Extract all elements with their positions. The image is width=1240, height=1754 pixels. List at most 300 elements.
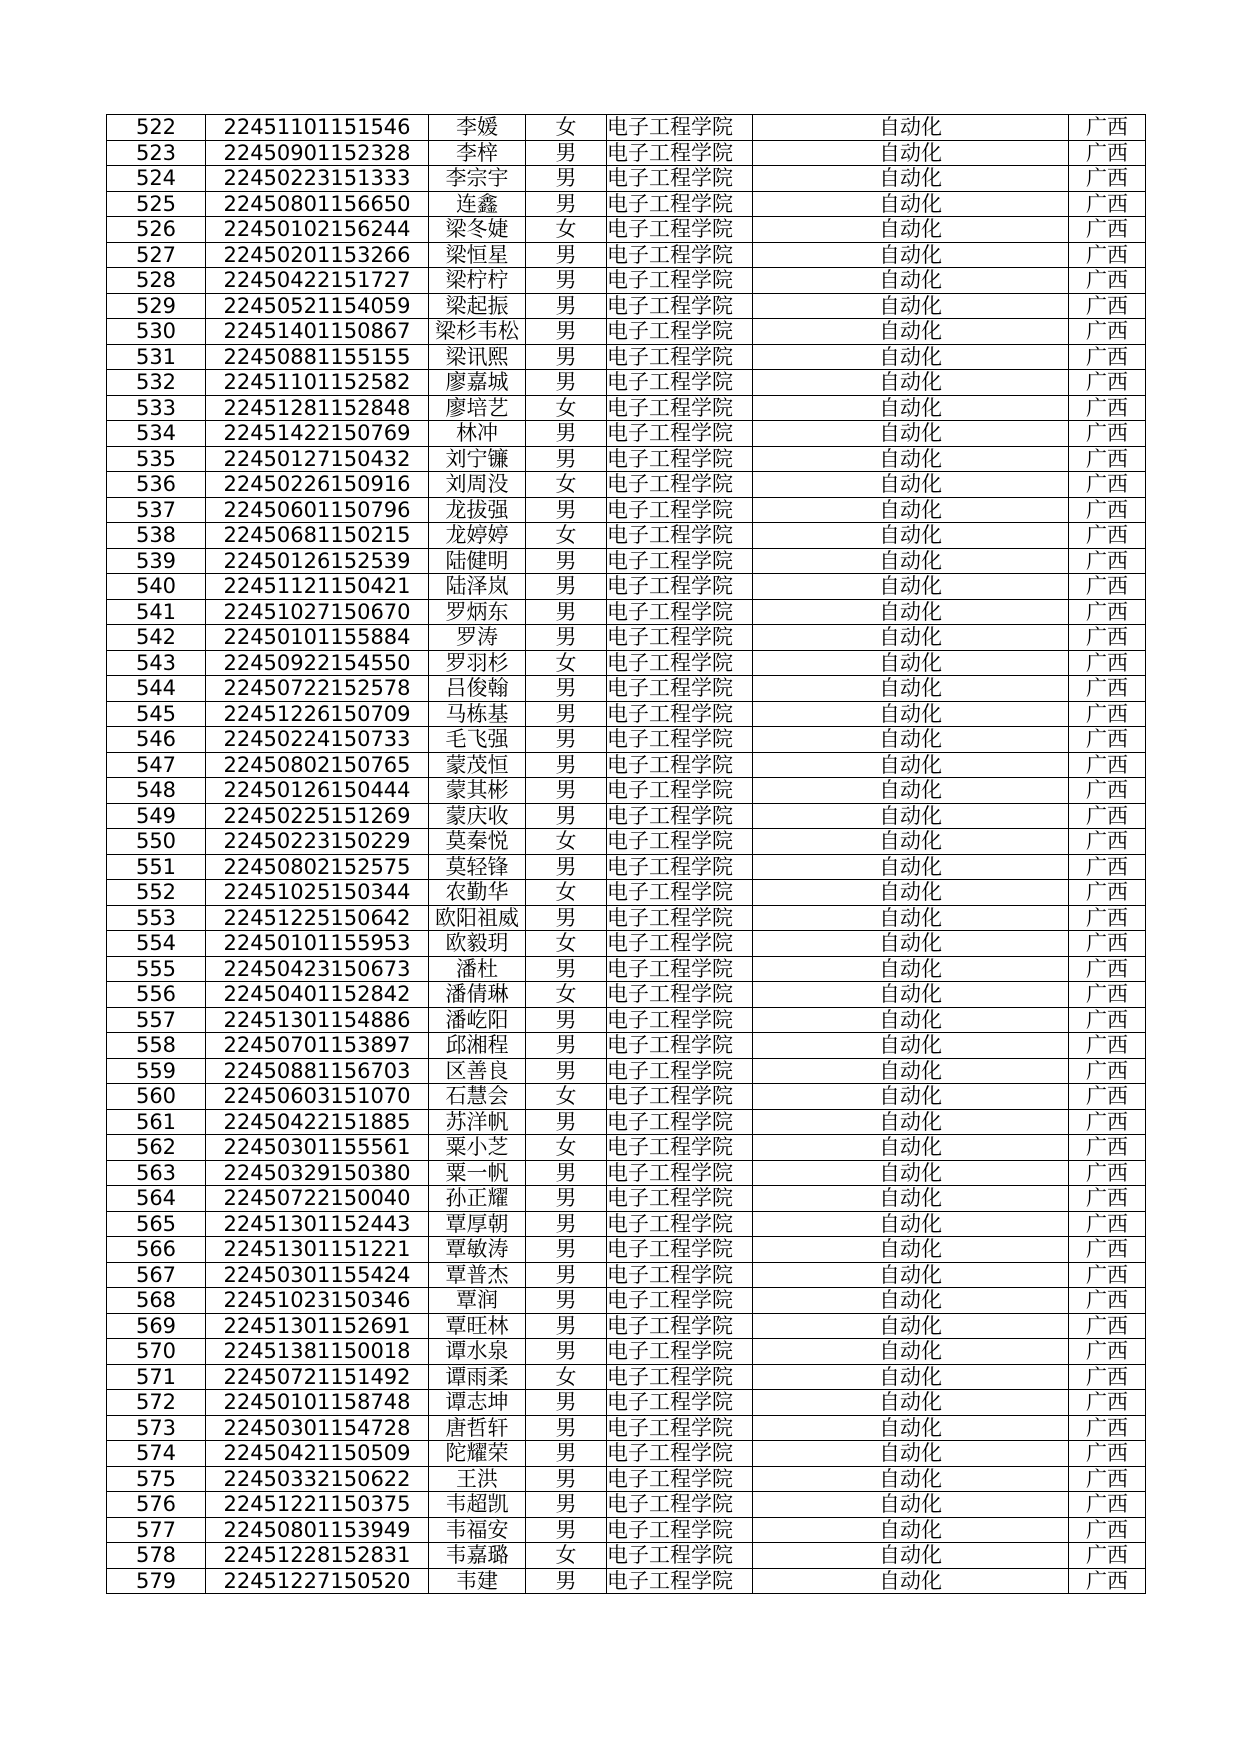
college-cell: 电子工程学院 <box>607 370 753 396</box>
row-number-cell: 547 <box>107 752 206 778</box>
province-cell: 广西 <box>1069 548 1146 574</box>
major-cell: 自动化 <box>753 344 1069 370</box>
college-cell: 电子工程学院 <box>607 1007 753 1033</box>
major-cell: 自动化 <box>753 1543 1069 1569</box>
major-cell: 自动化 <box>753 1517 1069 1543</box>
major-cell: 自动化 <box>753 727 1069 753</box>
row-number-cell: 570 <box>107 1339 206 1365</box>
gender-cell: 女 <box>526 650 607 676</box>
student-id-cell: 22450922154550 <box>206 650 429 676</box>
student-name-cell: 龙婷婷 <box>429 523 526 549</box>
major-cell: 自动化 <box>753 166 1069 192</box>
student-name-cell: 廖培艺 <box>429 395 526 421</box>
gender-cell: 男 <box>526 446 607 472</box>
student-name-cell: 李媛 <box>429 115 526 141</box>
student-name-cell: 韦超凯 <box>429 1492 526 1518</box>
row-number-cell: 559 <box>107 1058 206 1084</box>
college-cell: 电子工程学院 <box>607 727 753 753</box>
college-cell: 电子工程学院 <box>607 548 753 574</box>
student-id-cell: 22451025150344 <box>206 880 429 906</box>
table-row <box>107 625 1146 651</box>
student-id-cell: 22450301155424 <box>206 1262 429 1288</box>
student-name-cell: 莫轻锋 <box>429 854 526 880</box>
table-row <box>107 778 1146 804</box>
student-id-cell: 22450881156703 <box>206 1058 429 1084</box>
province-cell: 广西 <box>1069 829 1146 855</box>
province-cell: 广西 <box>1069 1109 1146 1135</box>
province-cell: 广西 <box>1069 472 1146 498</box>
college-cell: 电子工程学院 <box>607 1517 753 1543</box>
gender-cell: 女 <box>526 982 607 1008</box>
student-id-cell: 22451101152582 <box>206 370 429 396</box>
college-cell: 电子工程学院 <box>607 166 753 192</box>
province-cell: 广西 <box>1069 1517 1146 1543</box>
gender-cell: 男 <box>526 421 607 447</box>
table-row <box>107 1313 1146 1339</box>
province-cell: 广西 <box>1069 268 1146 294</box>
province-cell: 广西 <box>1069 1237 1146 1263</box>
major-cell: 自动化 <box>753 931 1069 957</box>
student-id-cell: 22451227150520 <box>206 1568 429 1594</box>
student-name-cell: 粟一帆 <box>429 1160 526 1186</box>
province-cell: 广西 <box>1069 1186 1146 1212</box>
row-number-cell: 537 <box>107 497 206 523</box>
province-cell: 广西 <box>1069 293 1146 319</box>
province-cell: 广西 <box>1069 1492 1146 1518</box>
student-name-cell: 欧毅玥 <box>429 931 526 957</box>
table-row <box>107 829 1146 855</box>
student-id-cell: 22451226150709 <box>206 701 429 727</box>
gender-cell: 男 <box>526 803 607 829</box>
gender-cell: 女 <box>526 1543 607 1569</box>
major-cell: 自动化 <box>753 140 1069 166</box>
student-name-cell: 梁恒星 <box>429 242 526 268</box>
college-cell: 电子工程学院 <box>607 1288 753 1314</box>
table-row <box>107 1058 1146 1084</box>
gender-cell: 男 <box>526 1390 607 1416</box>
college-cell: 电子工程学院 <box>607 446 753 472</box>
college-cell: 电子工程学院 <box>607 752 753 778</box>
table-row <box>107 1007 1146 1033</box>
gender-cell: 男 <box>526 778 607 804</box>
college-cell: 电子工程学院 <box>607 140 753 166</box>
row-number-cell: 564 <box>107 1186 206 1212</box>
gender-cell: 女 <box>526 931 607 957</box>
province-cell: 广西 <box>1069 319 1146 345</box>
row-number-cell: 563 <box>107 1160 206 1186</box>
gender-cell: 女 <box>526 217 607 243</box>
college-cell: 电子工程学院 <box>607 1313 753 1339</box>
table-row <box>107 905 1146 931</box>
college-cell: 电子工程学院 <box>607 574 753 600</box>
student-id-cell: 22450721151492 <box>206 1364 429 1390</box>
student-name-cell: 覃敏涛 <box>429 1237 526 1263</box>
row-number-cell: 522 <box>107 115 206 141</box>
province-cell: 广西 <box>1069 625 1146 651</box>
row-number-cell: 562 <box>107 1135 206 1161</box>
student-id-cell: 22450226150916 <box>206 472 429 498</box>
major-cell: 自动化 <box>753 497 1069 523</box>
row-number-cell: 525 <box>107 191 206 217</box>
major-cell: 自动化 <box>753 115 1069 141</box>
gender-cell: 男 <box>526 1262 607 1288</box>
college-cell: 电子工程学院 <box>607 344 753 370</box>
student-id-cell: 22450101155953 <box>206 931 429 957</box>
table-row <box>107 599 1146 625</box>
table-row <box>107 1415 1146 1441</box>
student-name-cell: 李梓 <box>429 140 526 166</box>
gender-cell: 男 <box>526 1339 607 1365</box>
college-cell: 电子工程学院 <box>607 497 753 523</box>
student-id-cell: 22450802152575 <box>206 854 429 880</box>
row-number-cell: 532 <box>107 370 206 396</box>
gender-cell: 男 <box>526 1237 607 1263</box>
table-row <box>107 115 1146 141</box>
major-cell: 自动化 <box>753 1364 1069 1390</box>
major-cell: 自动化 <box>753 421 1069 447</box>
college-cell: 电子工程学院 <box>607 931 753 957</box>
major-cell: 自动化 <box>753 472 1069 498</box>
student-name-cell: 罗羽杉 <box>429 650 526 676</box>
table-row <box>107 1543 1146 1569</box>
major-cell: 自动化 <box>753 1492 1069 1518</box>
college-cell: 电子工程学院 <box>607 1543 753 1569</box>
major-cell: 自动化 <box>753 1135 1069 1161</box>
row-number-cell: 530 <box>107 319 206 345</box>
student-id-cell: 22450301155561 <box>206 1135 429 1161</box>
student-name-cell: 潘杜 <box>429 956 526 982</box>
row-number-cell: 536 <box>107 472 206 498</box>
college-cell: 电子工程学院 <box>607 1084 753 1110</box>
province-cell: 广西 <box>1069 905 1146 931</box>
gender-cell: 男 <box>526 1007 607 1033</box>
student-name-cell: 刘周没 <box>429 472 526 498</box>
gender-cell: 男 <box>526 166 607 192</box>
student-name-cell: 陆泽岚 <box>429 574 526 600</box>
gender-cell: 男 <box>526 1415 607 1441</box>
gender-cell: 女 <box>526 523 607 549</box>
province-cell: 广西 <box>1069 752 1146 778</box>
student-id-cell: 22450681150215 <box>206 523 429 549</box>
student-id-cell: 22451121150421 <box>206 574 429 600</box>
student-name-cell: 苏洋帆 <box>429 1109 526 1135</box>
student-id-cell: 22450201153266 <box>206 242 429 268</box>
row-number-cell: 571 <box>107 1364 206 1390</box>
major-cell: 自动化 <box>753 370 1069 396</box>
student-id-cell: 22450225151269 <box>206 803 429 829</box>
college-cell: 电子工程学院 <box>607 956 753 982</box>
college-cell: 电子工程学院 <box>607 778 753 804</box>
college-cell: 电子工程学院 <box>607 1415 753 1441</box>
major-cell: 自动化 <box>753 1390 1069 1416</box>
gender-cell: 女 <box>526 829 607 855</box>
college-cell: 电子工程学院 <box>607 523 753 549</box>
table-row <box>107 1033 1146 1059</box>
student-id-cell: 22451101151546 <box>206 115 429 141</box>
province-cell: 广西 <box>1069 1262 1146 1288</box>
gender-cell: 女 <box>526 395 607 421</box>
province-cell: 广西 <box>1069 1135 1146 1161</box>
gender-cell: 男 <box>526 548 607 574</box>
table-row <box>107 1466 1146 1492</box>
table-row <box>107 650 1146 676</box>
gender-cell: 男 <box>526 1211 607 1237</box>
student-id-cell: 22451301152691 <box>206 1313 429 1339</box>
table-row <box>107 1109 1146 1135</box>
major-cell: 自动化 <box>753 650 1069 676</box>
student-name-cell: 吕俊翰 <box>429 676 526 702</box>
table-row <box>107 880 1146 906</box>
table-row <box>107 370 1146 396</box>
college-cell: 电子工程学院 <box>607 1441 753 1467</box>
gender-cell: 男 <box>526 268 607 294</box>
student-id-cell: 22451422150769 <box>206 421 429 447</box>
table-row <box>107 293 1146 319</box>
row-number-cell: 578 <box>107 1543 206 1569</box>
province-cell: 广西 <box>1069 140 1146 166</box>
row-number-cell: 533 <box>107 395 206 421</box>
row-number-cell: 579 <box>107 1568 206 1594</box>
student-name-cell: 覃润 <box>429 1288 526 1314</box>
major-cell: 自动化 <box>753 803 1069 829</box>
college-cell: 电子工程学院 <box>607 1135 753 1161</box>
gender-cell: 男 <box>526 1313 607 1339</box>
major-cell: 自动化 <box>753 1466 1069 1492</box>
student-id-cell: 22451301152443 <box>206 1211 429 1237</box>
student-id-cell: 22451221150375 <box>206 1492 429 1518</box>
table-row <box>107 497 1146 523</box>
province-cell: 广西 <box>1069 956 1146 982</box>
student-name-cell: 蒙其彬 <box>429 778 526 804</box>
student-id-cell: 22451281152848 <box>206 395 429 421</box>
gender-cell: 女 <box>526 115 607 141</box>
college-cell: 电子工程学院 <box>607 1211 753 1237</box>
gender-cell: 女 <box>526 1364 607 1390</box>
province-cell: 广西 <box>1069 344 1146 370</box>
major-cell: 自动化 <box>753 829 1069 855</box>
gender-cell: 男 <box>526 242 607 268</box>
student-id-cell: 22450881155155 <box>206 344 429 370</box>
major-cell: 自动化 <box>753 1058 1069 1084</box>
province-cell: 广西 <box>1069 1339 1146 1365</box>
student-name-cell: 罗炳东 <box>429 599 526 625</box>
college-cell: 电子工程学院 <box>607 650 753 676</box>
student-id-cell: 22450101155884 <box>206 625 429 651</box>
major-cell: 自动化 <box>753 1211 1069 1237</box>
college-cell: 电子工程学院 <box>607 1492 753 1518</box>
gender-cell: 男 <box>526 701 607 727</box>
student-roster-table <box>106 114 1146 1594</box>
major-cell: 自动化 <box>753 293 1069 319</box>
student-id-cell: 22451381150018 <box>206 1339 429 1365</box>
row-number-cell: 565 <box>107 1211 206 1237</box>
row-number-cell: 523 <box>107 140 206 166</box>
student-name-cell: 谭志坤 <box>429 1390 526 1416</box>
province-cell: 广西 <box>1069 1568 1146 1594</box>
student-name-cell: 陀耀荣 <box>429 1441 526 1467</box>
student-name-cell: 覃普杰 <box>429 1262 526 1288</box>
college-cell: 电子工程学院 <box>607 191 753 217</box>
row-number-cell: 531 <box>107 344 206 370</box>
college-cell: 电子工程学院 <box>607 1262 753 1288</box>
row-number-cell: 554 <box>107 931 206 957</box>
student-id-cell: 22451401150867 <box>206 319 429 345</box>
student-id-cell: 22450223150229 <box>206 829 429 855</box>
college-cell: 电子工程学院 <box>607 880 753 906</box>
table-row <box>107 319 1146 345</box>
college-cell: 电子工程学院 <box>607 905 753 931</box>
student-id-cell: 22450423150673 <box>206 956 429 982</box>
province-cell: 广西 <box>1069 217 1146 243</box>
table-row <box>107 268 1146 294</box>
gender-cell: 男 <box>526 1160 607 1186</box>
student-name-cell: 蒙庆收 <box>429 803 526 829</box>
table-row <box>107 395 1146 421</box>
major-cell: 自动化 <box>753 956 1069 982</box>
gender-cell: 男 <box>526 344 607 370</box>
row-number-cell: 543 <box>107 650 206 676</box>
gender-cell: 男 <box>526 727 607 753</box>
student-name-cell: 潘屹阳 <box>429 1007 526 1033</box>
college-cell: 电子工程学院 <box>607 676 753 702</box>
major-cell: 自动化 <box>753 1313 1069 1339</box>
student-name-cell: 韦嘉璐 <box>429 1543 526 1569</box>
table-row <box>107 217 1146 243</box>
province-cell: 广西 <box>1069 727 1146 753</box>
province-cell: 广西 <box>1069 650 1146 676</box>
province-cell: 广西 <box>1069 115 1146 141</box>
province-cell: 广西 <box>1069 1390 1146 1416</box>
major-cell: 自动化 <box>753 599 1069 625</box>
student-id-cell: 22450801153949 <box>206 1517 429 1543</box>
gender-cell: 男 <box>526 676 607 702</box>
student-name-cell: 梁杉韦松 <box>429 319 526 345</box>
student-name-cell: 孙正耀 <box>429 1186 526 1212</box>
student-id-cell: 22451027150670 <box>206 599 429 625</box>
gender-cell: 女 <box>526 1135 607 1161</box>
province-cell: 广西 <box>1069 1007 1146 1033</box>
major-cell: 自动化 <box>753 446 1069 472</box>
table-row <box>107 1237 1146 1263</box>
student-id-cell: 22450224150733 <box>206 727 429 753</box>
table-row <box>107 344 1146 370</box>
row-number-cell: 553 <box>107 905 206 931</box>
row-number-cell: 555 <box>107 956 206 982</box>
major-cell: 自动化 <box>753 1262 1069 1288</box>
row-number-cell: 551 <box>107 854 206 880</box>
major-cell: 自动化 <box>753 676 1069 702</box>
student-id-cell: 22450101158748 <box>206 1390 429 1416</box>
college-cell: 电子工程学院 <box>607 625 753 651</box>
gender-cell: 男 <box>526 140 607 166</box>
college-cell: 电子工程学院 <box>607 395 753 421</box>
student-id-cell: 22451225150642 <box>206 905 429 931</box>
row-number-cell: 560 <box>107 1084 206 1110</box>
gender-cell: 男 <box>526 1568 607 1594</box>
row-number-cell: 541 <box>107 599 206 625</box>
major-cell: 自动化 <box>753 242 1069 268</box>
student-id-cell: 22451301151221 <box>206 1237 429 1263</box>
province-cell: 广西 <box>1069 1466 1146 1492</box>
student-name-cell: 蒙茂恒 <box>429 752 526 778</box>
student-id-cell: 22450223151333 <box>206 166 429 192</box>
student-id-cell: 22451228152831 <box>206 1543 429 1569</box>
student-name-cell: 龙拔强 <box>429 497 526 523</box>
major-cell: 自动化 <box>753 1339 1069 1365</box>
major-cell: 自动化 <box>753 854 1069 880</box>
table-row <box>107 1211 1146 1237</box>
gender-cell: 男 <box>526 1288 607 1314</box>
student-id-cell: 22450401152842 <box>206 982 429 1008</box>
table-row <box>107 191 1146 217</box>
table-row <box>107 1568 1146 1594</box>
college-cell: 电子工程学院 <box>607 1237 753 1263</box>
major-cell: 自动化 <box>753 1441 1069 1467</box>
row-number-cell: 552 <box>107 880 206 906</box>
college-cell: 电子工程学院 <box>607 803 753 829</box>
province-cell: 广西 <box>1069 880 1146 906</box>
province-cell: 广西 <box>1069 1415 1146 1441</box>
row-number-cell: 527 <box>107 242 206 268</box>
table-row <box>107 752 1146 778</box>
student-name-cell: 谭雨柔 <box>429 1364 526 1390</box>
row-number-cell: 566 <box>107 1237 206 1263</box>
province-cell: 广西 <box>1069 778 1146 804</box>
student-id-cell: 22450126152539 <box>206 548 429 574</box>
major-cell: 自动化 <box>753 625 1069 651</box>
major-cell: 自动化 <box>753 1109 1069 1135</box>
student-name-cell: 韦建 <box>429 1568 526 1594</box>
table-row <box>107 1135 1146 1161</box>
row-number-cell: 549 <box>107 803 206 829</box>
row-number-cell: 539 <box>107 548 206 574</box>
college-cell: 电子工程学院 <box>607 421 753 447</box>
table-row <box>107 523 1146 549</box>
college-cell: 电子工程学院 <box>607 1466 753 1492</box>
college-cell: 电子工程学院 <box>607 1390 753 1416</box>
province-cell: 广西 <box>1069 523 1146 549</box>
table-row <box>107 854 1146 880</box>
table-row <box>107 574 1146 600</box>
major-cell: 自动化 <box>753 548 1069 574</box>
student-name-cell: 覃厚朝 <box>429 1211 526 1237</box>
province-cell: 广西 <box>1069 931 1146 957</box>
student-id-cell: 22450127150432 <box>206 446 429 472</box>
province-cell: 广西 <box>1069 370 1146 396</box>
province-cell: 广西 <box>1069 1160 1146 1186</box>
province-cell: 广西 <box>1069 395 1146 421</box>
major-cell: 自动化 <box>753 319 1069 345</box>
table-row <box>107 242 1146 268</box>
student-id-cell: 22451301154886 <box>206 1007 429 1033</box>
table-row <box>107 446 1146 472</box>
major-cell: 自动化 <box>753 905 1069 931</box>
row-number-cell: 540 <box>107 574 206 600</box>
student-name-cell: 梁柠柠 <box>429 268 526 294</box>
major-cell: 自动化 <box>753 1568 1069 1594</box>
college-cell: 电子工程学院 <box>607 115 753 141</box>
student-name-cell: 陆健明 <box>429 548 526 574</box>
table-row <box>107 676 1146 702</box>
college-cell: 电子工程学院 <box>607 217 753 243</box>
gender-cell: 男 <box>526 854 607 880</box>
student-id-cell: 22450102156244 <box>206 217 429 243</box>
table-row <box>107 166 1146 192</box>
student-id-cell: 22451023150346 <box>206 1288 429 1314</box>
province-cell: 广西 <box>1069 574 1146 600</box>
gender-cell: 男 <box>526 625 607 651</box>
gender-cell: 男 <box>526 752 607 778</box>
